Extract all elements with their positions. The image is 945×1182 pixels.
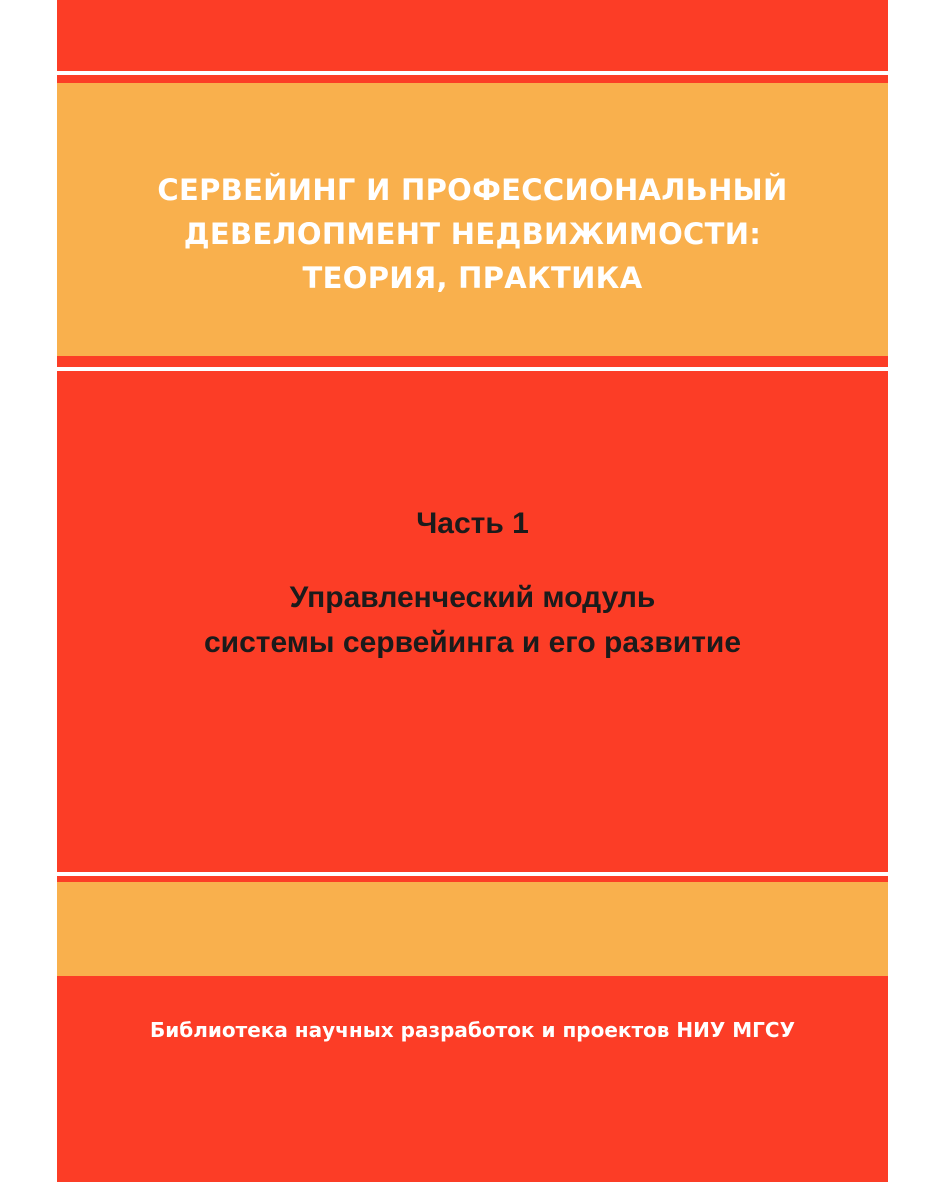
book-cover — [57, 0, 888, 1182]
title-line-2: ДЕВЕЛОПМЕНТ НЕДВИЖИМОСТИ: — [183, 217, 762, 251]
title-band-divider — [57, 367, 888, 371]
part-label: Часть 1 — [416, 507, 529, 540]
lower-band — [57, 882, 888, 976]
book-title — [57, 168, 888, 300]
subtitle-line-2: системы сервейинга и его развитие — [203, 626, 742, 659]
title-line-1: СЕРВЕЙИНГ И ПРОФЕССИОНАЛЬНЫЙ — [157, 173, 788, 207]
lower-white-line — [57, 872, 888, 876]
top-white-line — [57, 71, 888, 75]
title-line-3: ТЕОРИЯ, ПРАКТИКА — [302, 261, 643, 295]
series-label: Библиотека научных разработок и проектов НИУ МГСУ — [149, 1018, 796, 1042]
book-subtitle — [57, 575, 888, 665]
subtitle-line-1: Управленческий модуль — [289, 581, 656, 614]
